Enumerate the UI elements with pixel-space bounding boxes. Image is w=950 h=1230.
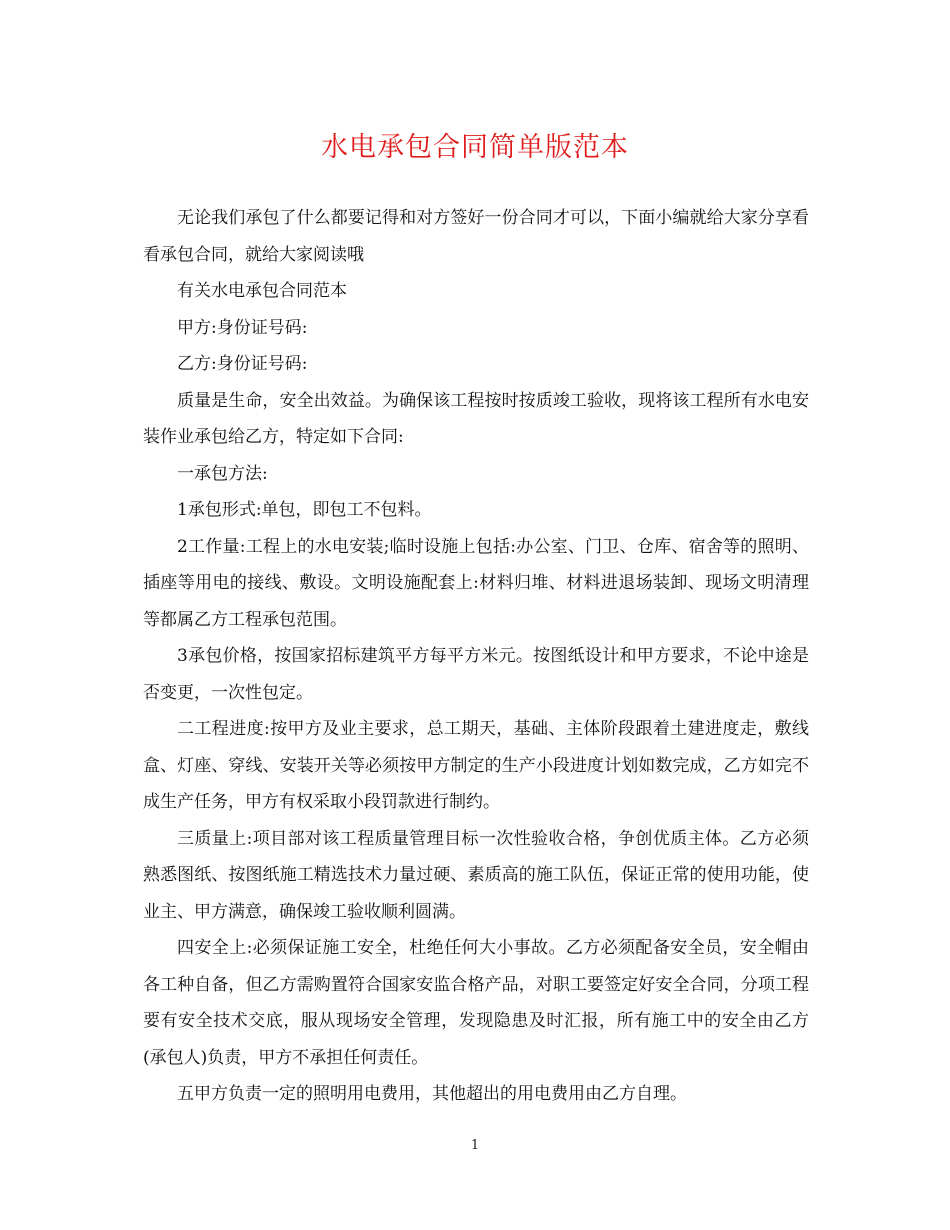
- paragraph-party-a: 甲方:身份证号码:: [177, 317, 308, 338]
- paragraph-party-b: 乙方:身份证号码:: [177, 354, 308, 374]
- paragraph-section-1: 一承包方法:: [177, 463, 268, 484]
- paragraph-section-3: 三质量上:项目部对该工程质量管理目标一次性验收合格，争创优质主体。乙方必须熟悉图纸、按图纸施工精选技术力量过硬、素质高的施工队伍，保证正常的使用功能，使业主、甲方满意，确保竣工验收顺利圆满。: [143, 828, 809, 922]
- paragraph-section-2: 二工程进度:按甲方及业主要求，总工期天，基础、主体阶段跟着土建进度走，敷线盒、灯座、穿线、安装开关等必须按甲方制定的生产小段进度计划如数完成，乙方如完不成生产任务，甲方有权采取小段罚款进行制约。: [143, 719, 809, 812]
- paragraph-heading: 有关水电承包合同范本: [177, 281, 347, 301]
- document-body: [143, 200, 809, 1113]
- paragraph-intro: 无论我们承包了什么都要记得和对方签好一份合同才可以，下面小编就给大家分享看看承包合同，就给大家阅读哦: [143, 208, 809, 265]
- paragraph-section-4: 四安全上:必须保证施工安全，杜绝任何大小事故。乙方必须配备安全员，安全帽由各工种自备，但乙方需购置符合国家安监合格产品，对职工要签定好安全合同，分项工程要有安全技术交底，服从现场安全管理，发现隐患及时汇报，所有施工中的安全由乙方(承包人)负责，甲方不承担任何责任。: [143, 938, 809, 1068]
- paragraph-section-5: 五甲方负责一定的照明用电费用，其他超出的用电费用由乙方自理。: [177, 1084, 687, 1104]
- paragraph-item-3: 3承包价格，按国家招标建筑平方每平方米元。按图纸设计和甲方要求，不论中途是否变更，一次性包定。: [143, 646, 809, 703]
- paragraph-preamble: 质量是生命，安全出效益。为确保该工程按时按质竣工验收，现将该工程所有水电安装作业承包给乙方，特定如下合同:: [143, 390, 809, 447]
- document-title: 水电承包合同简单版范本: [321, 132, 629, 163]
- paragraph-item-1: 1承包形式:单包，即包工不包料。: [177, 500, 432, 520]
- paragraph-item-2: 2工作量:工程上的水电安装;临时设施上包括:办公室、门卫、仓库、宿舍等的照明、插座等用电的接线、敷设。文明设施配套上:材料归堆、材料进退场装卸、现场文明清理等都属乙方工程承包范围。: [143, 536, 809, 630]
- page-number: 1: [470, 1138, 480, 1153]
